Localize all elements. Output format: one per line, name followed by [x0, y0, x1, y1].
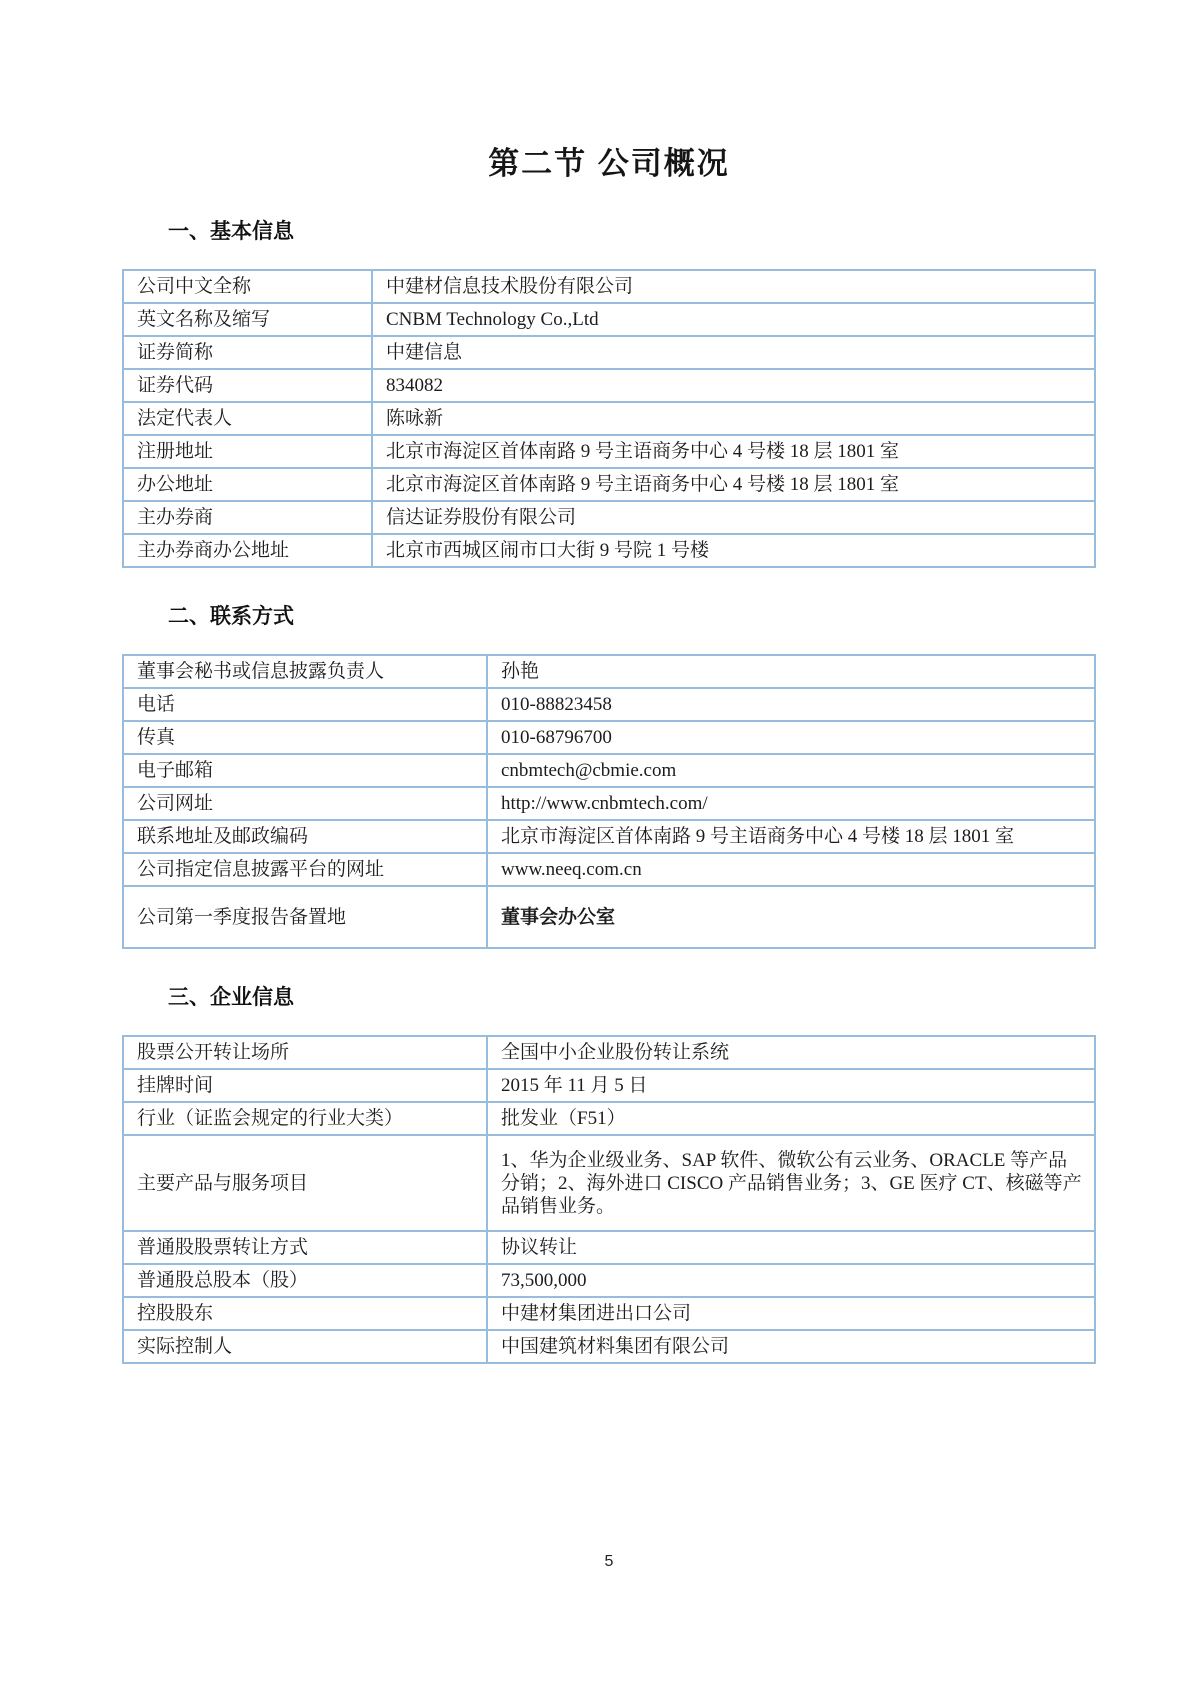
row-value: 2015 年 11 月 5 日 — [487, 1069, 1095, 1102]
row-label: 行业（证监会规定的行业大类） — [123, 1102, 487, 1135]
table-row — [123, 787, 1095, 820]
row-value: www.neeq.com.cn — [487, 853, 1095, 886]
row-value: 孙艳 — [487, 655, 1095, 688]
table-row — [123, 369, 1095, 402]
row-value: http://www.cnbmtech.com/ — [487, 787, 1095, 820]
row-label: 法定代表人 — [123, 402, 372, 435]
row-label: 注册地址 — [123, 435, 372, 468]
table-row — [123, 655, 1095, 688]
table-row — [123, 435, 1095, 468]
row-label: 传真 — [123, 721, 487, 754]
row-label: 英文名称及缩写 — [123, 303, 372, 336]
table-row — [123, 1297, 1095, 1330]
table-row — [123, 270, 1095, 303]
table-row — [123, 754, 1095, 787]
table-row — [123, 1069, 1095, 1102]
row-value: cnbmtech@cbmie.com — [487, 754, 1095, 787]
row-label: 证券代码 — [123, 369, 372, 402]
row-label: 公司中文全称 — [123, 270, 372, 303]
row-value: 信达证券股份有限公司 — [372, 501, 1095, 534]
row-label: 公司指定信息披露平台的网址 — [123, 853, 487, 886]
row-label: 挂牌时间 — [123, 1069, 487, 1102]
row-value: 北京市海淀区首体南路 9 号主语商务中心 4 号楼 18 层 1801 室 — [372, 435, 1095, 468]
table-row — [123, 501, 1095, 534]
row-value: 协议转让 — [487, 1231, 1095, 1264]
row-label: 主要产品与服务项目 — [123, 1135, 487, 1231]
row-label: 证券简称 — [123, 336, 372, 369]
row-label: 公司第一季度报告备置地 — [123, 886, 487, 948]
row-value: CNBM Technology Co.,Ltd — [372, 303, 1095, 336]
table-row — [123, 1102, 1095, 1135]
table-row — [123, 468, 1095, 501]
table-row — [123, 336, 1095, 369]
row-label: 股票公开转让场所 — [123, 1036, 487, 1069]
row-label: 主办券商办公地址 — [123, 534, 372, 567]
page-number: 5 — [604, 1553, 614, 1570]
table-row — [123, 1264, 1095, 1297]
row-label: 董事会秘书或信息披露负责人 — [123, 655, 487, 688]
row-value: 010-88823458 — [487, 688, 1095, 721]
row-label: 办公地址 — [123, 468, 372, 501]
table-row — [123, 688, 1095, 721]
row-value: 陈咏新 — [372, 402, 1095, 435]
row-label: 普通股总股本（股） — [123, 1264, 487, 1297]
row-value: 中建材信息技术股份有限公司 — [372, 270, 1095, 303]
row-value: 834082 — [372, 369, 1095, 402]
table-row — [123, 402, 1095, 435]
basic-info-table — [122, 269, 1096, 568]
row-value: 北京市西城区闹市口大街 9 号院 1 号楼 — [372, 534, 1095, 567]
table-row — [123, 886, 1095, 948]
row-label: 联系地址及邮政编码 — [123, 820, 487, 853]
section-heading-enterprise-info: 三、企业信息 — [168, 986, 294, 1009]
row-label: 普通股股票转让方式 — [123, 1231, 487, 1264]
table-row — [123, 1036, 1095, 1069]
row-value: 北京市海淀区首体南路 9 号主语商务中心 4 号楼 18 层 1801 室 — [487, 820, 1095, 853]
table-row — [123, 820, 1095, 853]
section-heading-contact-info: 二、联系方式 — [168, 605, 294, 628]
row-value: 全国中小企业股份转让系统 — [487, 1036, 1095, 1069]
table-row — [123, 1135, 1095, 1231]
row-label: 电子邮箱 — [123, 754, 487, 787]
row-value: 010-68796700 — [487, 721, 1095, 754]
row-label: 实际控制人 — [123, 1330, 487, 1363]
row-label: 公司网址 — [123, 787, 487, 820]
row-value: 中建材集团进出口公司 — [487, 1297, 1095, 1330]
row-value: 批发业（F51） — [487, 1102, 1095, 1135]
enterprise-info-table — [122, 1035, 1096, 1364]
row-label: 主办券商 — [123, 501, 372, 534]
table-row — [123, 1231, 1095, 1264]
table-row — [123, 853, 1095, 886]
row-value: 中国建筑材料集团有限公司 — [487, 1330, 1095, 1363]
row-value: 1、华为企业级业务、SAP 软件、微软公有云业务、ORACLE 等产品分销；2、海外进口 CISCO 产品销售业务；3、GE 医疗 CT、核磁等产品销售业务。 — [487, 1135, 1095, 1231]
row-value: 董事会办公室 — [487, 886, 1095, 948]
row-value: 中建信息 — [372, 336, 1095, 369]
row-label: 控股股东 — [123, 1297, 487, 1330]
section-heading-basic-info: 一、基本信息 — [168, 220, 294, 243]
page-content — [122, 0, 1096, 1364]
table-row — [123, 534, 1095, 567]
page-title: 第二节 公司概况 — [488, 146, 730, 181]
row-value: 北京市海淀区首体南路 9 号主语商务中心 4 号楼 18 层 1801 室 — [372, 468, 1095, 501]
row-value: 73,500,000 — [487, 1264, 1095, 1297]
table-row — [123, 1330, 1095, 1363]
table-row — [123, 303, 1095, 336]
contact-info-table — [122, 654, 1096, 949]
table-row — [123, 721, 1095, 754]
row-label: 电话 — [123, 688, 487, 721]
